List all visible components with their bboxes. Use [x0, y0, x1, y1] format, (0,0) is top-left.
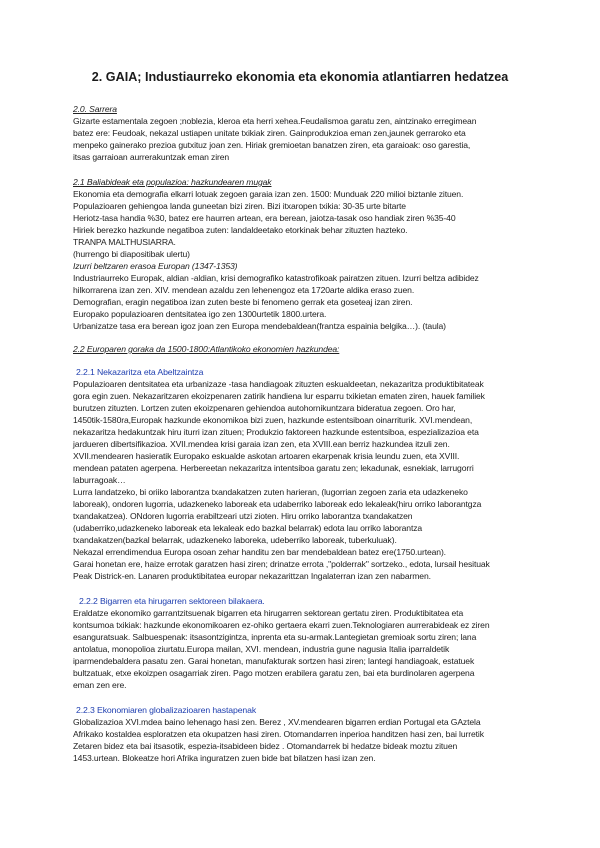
- paragraph-line: XVII.mendearen hasieratik Europako eskualde askotan artoaren ekarpenak krisia leundu zuen, eta XVIII.: [73, 451, 460, 461]
- paragraph-line: antolatua, monopolioa ziurtatu.Europa mailan, XVI. mendean, industria gune nagusia Italia iparraldetik: [73, 644, 450, 654]
- paragraph-line: Demografian, eragin negatiboa izan zuten beste bi fenomeno gerrak eta goseteaj izan ziren.: [73, 297, 413, 307]
- paragraph-line: menpeko gainerako prezioa gutxituz joan zen. Hiriak gremioetan banatzen ziren, eta garaioak: oso garestia,: [73, 140, 471, 150]
- section-2-2-3: [76, 704, 546, 716]
- paragraph-line: TRANPA MALTHUSIARRA.: [73, 237, 176, 247]
- section-2-0-heading: 2.0. Sarrera: [73, 104, 117, 114]
- section-2-2-2-body: [73, 607, 543, 691]
- section-2-2-3-heading: 2.2.3 Ekonomiaren globalizazioaren hastapenak: [76, 705, 257, 715]
- paragraph-line: Urbanizatze tasa era berean igoz joan zen Europa mendebaldean(frantza espainia belgika…). (taula): [73, 321, 446, 331]
- section-2-2-1: [76, 366, 546, 378]
- paragraph-line: Europako populazioaren dentsitatea igo zen 1300urtetik 1800.urtera.: [73, 309, 327, 319]
- paragraph-line: Populazioaren dentsitatea eta urbanizaze -tasa handiagoak zituzten eskualdeetan, nekazaritza produktibitateak: [73, 379, 484, 389]
- section-2-2: [73, 343, 543, 355]
- paragraph-line: bultzatuak, etxe ekoizpen osagarriak ziren. Pago motzen erabilera garatu zen, bai eta burdinolaren agerpena: [73, 668, 475, 678]
- paragraph-line: Globalizazioa XVI.mdea baino lehenago hasi zen. Berez , XV.mendearen bigarren erdian Portugal eta GAztela: [73, 717, 481, 727]
- paragraph-line: kontsumoa txikiak: hazkunde ekonomikoaren ez-ohiko gertaera ekarri zuen.Teknologiaren aurrerabideak ez ziren: [73, 620, 490, 630]
- paragraph-line: hilkorrarena izan zen. XIV. mendean azaldu zen lehenengoz eta 1720arte aldika eraso zuen.: [73, 285, 415, 295]
- paragraph-line: 1453.urtean. Blokeatze hori Afrika inguratzen zuen bide bat bilatzen hasi izan zen.: [73, 753, 376, 763]
- paragraph-line: Ekonomia eta demografia elkarri lotuak zegoen garaia izan zen. 1500: Munduak 220 milioi biztanle zituen.: [73, 189, 464, 199]
- document-title: 2. GAIA; Industiaurreko ekonomia eta ekonomia atlantiarren hedatzea: [91, 70, 509, 84]
- paragraph-line: nekazaritza hedakuntzak hiru iturri izan zituen; Produkzio faktoreen hazkunde estentsiboa, espezializazioa eta: [73, 427, 479, 437]
- paragraph-line: Afrikako kostaldea esploratzen eta okupatzen hasi ziren. Otomandarren inperioa handitzen hasi zen, bai lurretik: [73, 729, 484, 739]
- paragraph-line: mendean pataten agerpena. Herbereetan nekazaritza intentsiboa garatu zen; lekadunak, esnekiak, larrugorri: [73, 463, 474, 473]
- section-2-2-2: [79, 595, 549, 607]
- section-2-2-2-heading: 2.2.2 Bigarren eta hirugarren sektoreen bilakaera.: [79, 596, 265, 606]
- paragraph-line: Gizarte estamentala zegoen ;noblezia, kleroa eta herri xehea.Feudalismoa garatu zen, aintzinako erregimean: [73, 116, 477, 126]
- paragraph-line: txandakatzen(bazkal belarrak, udazkeneko laboreka, udeberriko laboreak, tuberkuluak).: [73, 535, 397, 545]
- section-2-2-1-heading: 2.2.1 Nekazaritza eta Abeltzaintza: [76, 367, 204, 377]
- paragraph-line: 1450tik-1580ra,Europak hazkunde ekonomikoa bizi zuen, hazkunde estentsiboan oinarriturik. XVI.mendean,: [73, 415, 473, 425]
- section-2-2-heading: 2.2 Europaren goraka da 1500-1800:Atlantikoko ekonomien hazkundea:: [73, 344, 340, 354]
- paragraph-line: batez ere: Feudoak, nekazal ustiapen unitate txikiak ziren. Gainprodukzioa eman zen,jaunek gerraroko eta: [73, 128, 466, 138]
- paragraph-line: esanguratsuak. Salbuespenak: itsasontzigintza, inprenta eta su-armak.Lantegietan gremioak sortu ziren; lana: [73, 632, 477, 642]
- plague-heading: Izurri beltzaren erasoa Europan (1347-1353): [73, 261, 238, 271]
- paragraph-line: eman zen ere.: [73, 680, 127, 690]
- paragraph-line: burutzen zituzten. Lortzen zuten ekoizpenaren gehiendoa autohornikuntzara bideratua zegoen. Oro har,: [73, 403, 456, 413]
- paragraph-line: Heriotz-tasa handia %30, batez ere haurren artean, era berean, jaiotza-tasak oso handiak ziren %35-40: [73, 213, 456, 223]
- paragraph-line: (udaberriko,udazkeneko laboreak eta lekaleak edo bazkal belarrak) edota lau orriko laborantza: [73, 523, 423, 533]
- paragraph-line: txandakatzea). ONdoren lugorria erabiltzeari utzi zioten. Hiru orriko laborantza txandakatzen: [73, 511, 413, 521]
- paragraph-line: Eraldatze ekonomiko garrantzitsuenak bigarren eta hirugarren sektorean gertatu ziren. Produktibitatea eta: [73, 608, 464, 618]
- paragraph-line: laboreak), ondoren lugorria, udazkeneko laboreak eta udaberriko laboreak edo lekaleak(hiru orriko laborantgza: [73, 499, 482, 509]
- paragraph-line: Populazioaren gehiengoa landa guneetan bizi ziren. Bizi itxaropen txikia: 30-35 urte bitarte: [73, 201, 406, 211]
- paragraph-line: itsas garraioan aurrerakuntzak eman ziren: [73, 152, 230, 162]
- section-2-1-heading: 2.1 Baliabideak eta populazioa: hazkundearen mugak: [73, 177, 272, 187]
- paragraph-line: Lurra landatzeko, bi oriiko laborantza txandakatzen zuten harieran, (lugorrian zegoen zaria eta udazkeneko: [73, 487, 468, 497]
- paragraph-line: Garai honetan ere, haize errotak garatzen hasi ziren; drinatze errota ,"polderrak" sortzeko., edota, lursail hesituak: [73, 559, 490, 569]
- paragraph-line: Zetaren bidez eta bai itsasotik, espezia-itsabideen bidez . Otomandarrek bi hedatze bideak moztu zituen: [73, 741, 458, 751]
- paragraph-line: laburragoak…: [73, 475, 126, 485]
- paragraph-line: Peak Districk-en. Lanaren produktibitatea europar nekazarittzan Ingalaterran izan zen nabarmen.: [73, 571, 431, 581]
- paragraph-line: Nekazal errendimendua Europa osoan zehar handitu zen bar mendebaldean batez ere(1750.urtean).: [73, 547, 446, 557]
- section-2-0: [73, 103, 543, 163]
- paragraph-line: jardueren dibertsifikazioa. XVII.mendea krisi garaia izan zen, eta XVIII.ean berriz hazkundea itzuli zen.: [73, 439, 450, 449]
- paragraph-line: iparmendebaldera pasatu zen. Garai honetan, manufakturak sortzen hasi ziren; lantegi handiagoak, estatuek: [73, 656, 475, 666]
- paragraph-line: gora egin zuen. Nekazaritzaren ekoizpenaren zatirik handiena lur esparru txikietan ematen ziren, hauek familiek: [73, 391, 485, 401]
- section-2-1: [73, 176, 543, 332]
- section-2-2-1-body: [73, 378, 543, 582]
- section-2-2-3-body: [73, 716, 543, 764]
- paragraph-line: Industriaurreko Europak, aldian -aldian, krisi demografiko katastrofikoak pairatzen zituen. Izurri beltza adibidez: [73, 273, 479, 283]
- paragraph-line: Hiriek berezko hazkunde negatiboa zuten: landaldeetako etorkinak behar zituzten hazteko.: [73, 225, 408, 235]
- paragraph-line: (hurrengo bi diapositibak ulertu): [73, 249, 190, 259]
